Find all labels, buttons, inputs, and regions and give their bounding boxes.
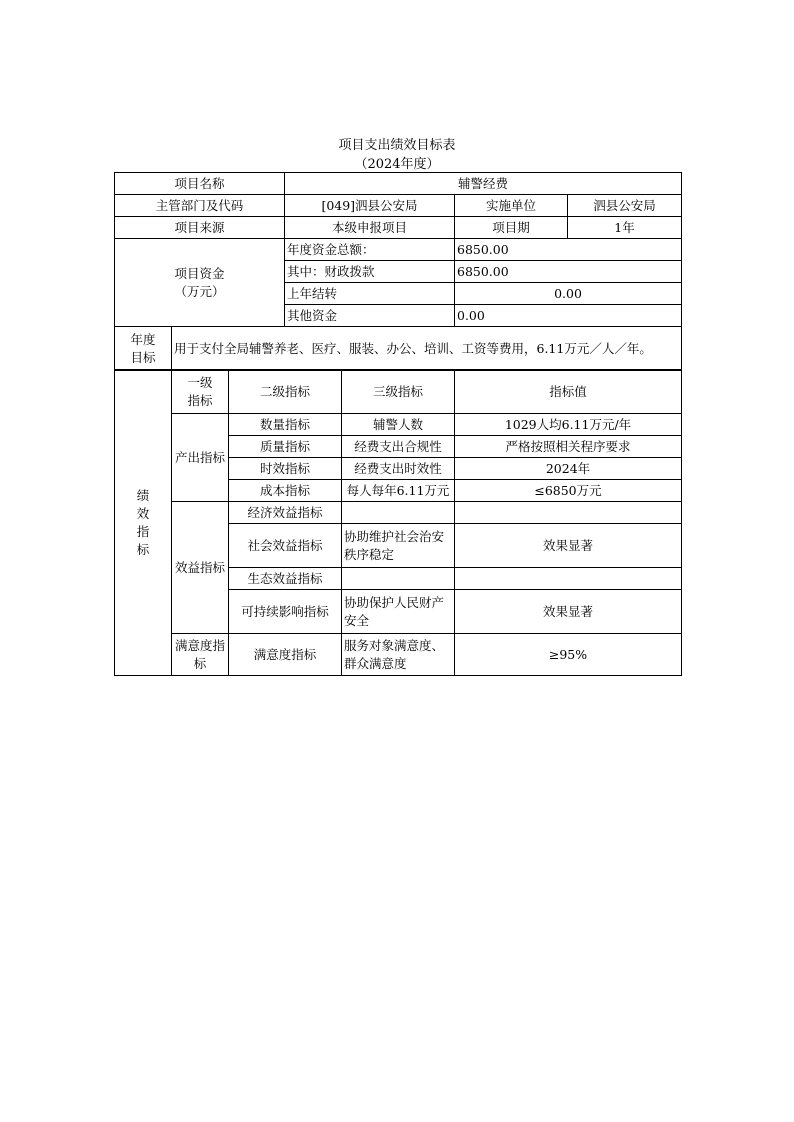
funds-item-value: 6850.00	[455, 239, 682, 261]
satisfaction-indicator-label: 满意度指标	[172, 634, 229, 676]
funds-item-value: 6850.00	[455, 261, 682, 283]
level2-cell: 时效指标	[229, 458, 342, 480]
dept-value: [049]泗县公安局	[285, 195, 455, 217]
value-cell: 效果显著	[455, 524, 682, 568]
level3-cell: 协助保护人民财产安全	[342, 590, 455, 634]
value-cell	[455, 568, 682, 590]
level3-cell: 经费支出时效性	[342, 458, 455, 480]
value-cell: 1029人均6.11万元/年	[455, 414, 682, 436]
funds-item-label: 其他资金	[285, 305, 455, 327]
output-indicator-label: 产出指标	[172, 414, 229, 502]
funds-label	[115, 239, 285, 327]
header-level3: 三级指标	[342, 370, 455, 414]
funds-item-label: 年度资金总额：	[285, 239, 455, 261]
level2-cell: 社会效益指标	[229, 524, 342, 568]
row-funds-total	[115, 239, 682, 261]
row-source	[115, 217, 682, 239]
table-row	[115, 414, 682, 436]
project-info-table	[114, 172, 682, 327]
table-subtitle: （2024年度）	[354, 157, 440, 172]
level2-cell: 成本指标	[229, 480, 342, 502]
funds-item-label: 其中：财政拨款	[285, 261, 455, 283]
perf-section-label	[115, 370, 172, 676]
annual-goal-value: 用于支付全局辅警养老、医疗、服装、办公、培训、工资等费用，6.11万元／人／年。	[172, 327, 682, 371]
funds-item-value: 0.00	[455, 283, 682, 305]
perf-section-char: 绩	[136, 487, 150, 503]
level2-cell: 质量指标	[229, 436, 342, 458]
dept-label: 主管部门及代码	[115, 195, 285, 217]
value-cell: 效果显著	[455, 590, 682, 634]
header-level1-line1: 一级	[187, 374, 213, 390]
table-row	[115, 634, 682, 676]
period-value: 1年	[568, 217, 682, 239]
value-cell: ≤6850万元	[455, 480, 682, 502]
annual-goal-table	[114, 326, 682, 371]
project-name-label: 项目名称	[115, 173, 285, 195]
impl-value: 泗县公安局	[568, 195, 682, 217]
source-value: 本级申报项目	[285, 217, 455, 239]
header-level1-line2: 指标	[187, 392, 213, 408]
header-value: 指标值	[455, 370, 682, 414]
impl-label: 实施单位	[455, 195, 568, 217]
level3-cell: 经费支出合规性	[342, 436, 455, 458]
value-cell: ≥95%	[455, 634, 682, 676]
perf-section-char: 指	[136, 523, 150, 539]
perf-section-char: 标	[136, 541, 150, 557]
level3-cell: 协助维护社会治安秩序稳定	[342, 524, 455, 568]
perf-section-char: 效	[136, 505, 150, 521]
value-cell	[455, 502, 682, 524]
value-cell: 严格按照相关程序要求	[455, 436, 682, 458]
period-label: 项目期	[455, 217, 568, 239]
row-annual-goal	[115, 327, 682, 371]
level3-cell: 辅警人数	[342, 414, 455, 436]
level2-cell: 经济效益指标	[229, 502, 342, 524]
funds-item-label: 上年结转	[285, 283, 455, 305]
funds-label-line2: （万元）	[174, 283, 225, 299]
row-department	[115, 195, 682, 217]
source-label: 项目来源	[115, 217, 285, 239]
level2-cell: 可持续影响指标	[229, 590, 342, 634]
row-project-name	[115, 173, 682, 195]
benefit-indicator-label: 效益指标	[172, 502, 229, 634]
row-indicator-header	[115, 370, 682, 414]
value-cell: 2024年	[455, 458, 682, 480]
level2-cell: 数量指标	[229, 414, 342, 436]
annual-goal-label-line2: 目标	[130, 349, 156, 365]
level2-cell: 满意度指标	[229, 634, 342, 676]
level3-cell	[342, 502, 455, 524]
level3-cell: 每人每年6.11万元	[342, 480, 455, 502]
annual-goal-label-line1: 年度	[130, 331, 156, 347]
funds-label-line1: 项目资金	[174, 265, 225, 281]
table-row	[115, 502, 682, 524]
header-level1	[172, 370, 229, 414]
funds-item-value: 0.00	[455, 305, 682, 327]
level3-cell	[342, 568, 455, 590]
table-title: 项目支出绩效目标表	[338, 138, 456, 153]
annual-goal-label	[115, 327, 172, 371]
header-level2: 二级指标	[229, 370, 342, 414]
project-name-value: 辅警经费	[285, 173, 682, 195]
performance-indicator-table	[114, 369, 682, 676]
level3-cell: 服务对象满意度、群众满意度	[342, 634, 455, 676]
level2-cell: 生态效益指标	[229, 568, 342, 590]
